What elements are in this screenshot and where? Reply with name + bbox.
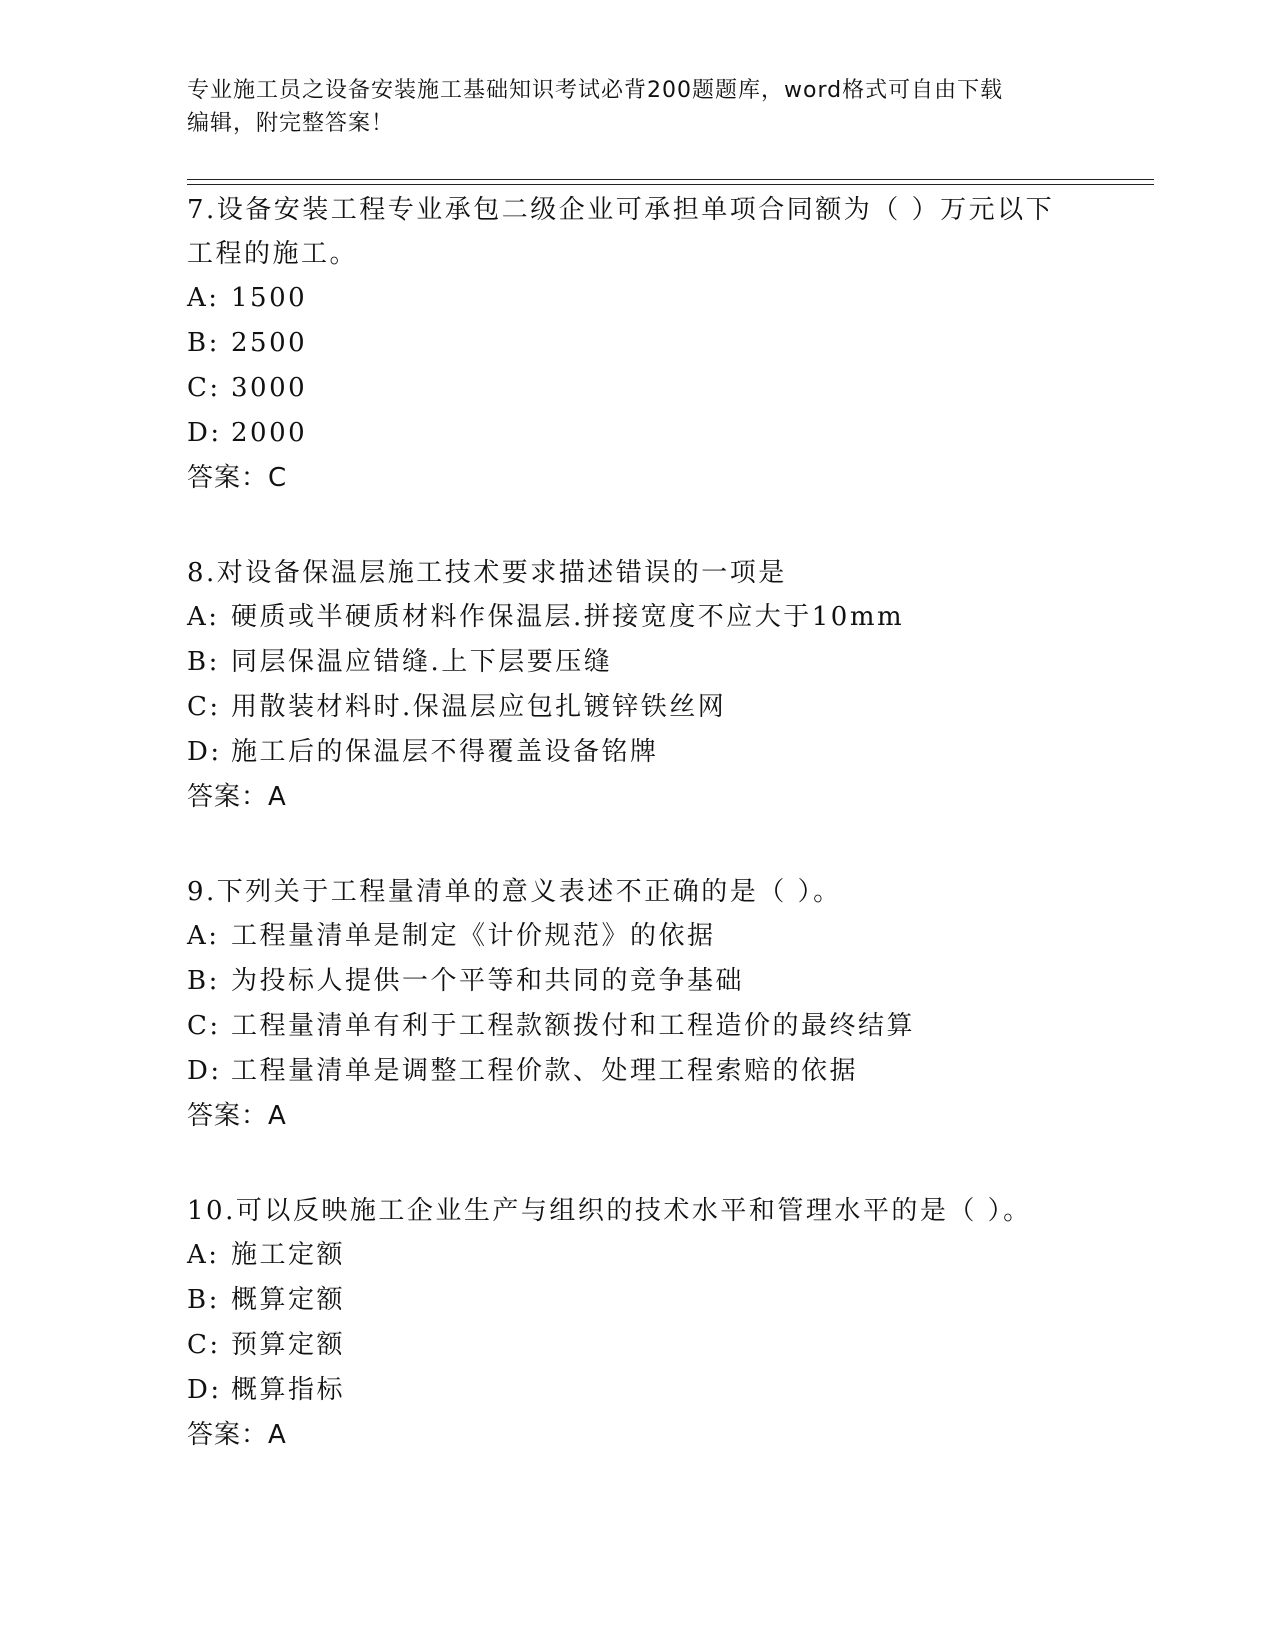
option-a [187, 276, 1117, 321]
question-stem: 9.下列关于工程量清单的意义表述不正确的是（ ）。 [187, 877, 842, 907]
option-key: C: [187, 692, 221, 722]
option-text: 工程量清单有利于工程款额拨付和工程造价的最终结算 [231, 1011, 916, 1041]
option-key: B: [187, 966, 220, 996]
option-text: 硬质或半硬质材料作保温层.拼接宽度不应大于10mm [231, 602, 905, 632]
option-text: 为投标人提供一个平等和共同的竞争基础 [231, 966, 745, 996]
option-text: 施工定额 [231, 1240, 346, 1270]
option-key: C: [187, 373, 221, 403]
header-divider-top [187, 179, 1154, 180]
option-key: A: [187, 283, 220, 313]
option-text: 预算定额 [231, 1330, 346, 1360]
option-c [187, 366, 1117, 411]
option-c [187, 685, 1117, 730]
header-line-1: 专业施工员之设备安装施工基础知识考试必背200题题库，word格式可自由下载 [187, 78, 1004, 103]
option-b [187, 959, 1117, 1004]
option-text: 2000 [231, 418, 308, 448]
option-a [187, 595, 1117, 640]
option-key: B: [187, 1285, 220, 1315]
option-text: 概算指标 [231, 1375, 346, 1405]
option-c [187, 1323, 1117, 1368]
question-stem: 8.对设备保温层施工技术要求描述错误的一项是 [187, 558, 787, 588]
option-b [187, 640, 1117, 685]
option-key: B: [187, 647, 220, 677]
option-key: B: [187, 328, 220, 358]
option-key: C: [187, 1011, 221, 1041]
option-key: D: [187, 737, 222, 767]
option-d [187, 730, 1117, 775]
question-stem: 7.设备安装工程专业承包二级企业可承担单项合同额为（ ）万元以下 [187, 195, 1055, 225]
header-line-2: 编辑，附完整答案！ [187, 111, 395, 136]
option-key: A: [187, 1240, 220, 1270]
option-text: 施工后的保温层不得覆盖设备铭牌 [231, 737, 659, 767]
option-key: A: [187, 921, 220, 951]
option-c [187, 1004, 1117, 1049]
option-d [187, 411, 1117, 456]
option-key: D: [187, 418, 222, 448]
answer: 答案：A [187, 1101, 287, 1131]
option-text: 3000 [231, 373, 308, 403]
option-key: D: [187, 1056, 222, 1086]
header-divider-bottom [187, 184, 1154, 185]
option-b [187, 1278, 1117, 1323]
question-9 [187, 870, 1117, 1139]
option-text: 2500 [231, 328, 308, 358]
option-text: 1500 [231, 283, 308, 313]
question-10 [187, 1189, 1117, 1458]
question-stem: 10.可以反映施工企业生产与组织的技术水平和管理水平的是（ ）。 [187, 1196, 1032, 1226]
question-8 [187, 551, 1117, 820]
option-a [187, 1233, 1117, 1278]
answer: 答案：A [187, 1420, 287, 1450]
option-text: 概算定额 [231, 1285, 346, 1315]
option-key: A: [187, 602, 220, 632]
option-a [187, 914, 1117, 959]
option-key: D: [187, 1375, 222, 1405]
answer: 答案：A [187, 782, 287, 812]
option-text: 工程量清单是调整工程价款、处理工程索赔的依据 [231, 1056, 859, 1086]
document-header [187, 74, 1067, 140]
option-d [187, 1049, 1117, 1094]
question-stem-continued: 工程的施工。 [187, 239, 359, 269]
option-text: 同层保温应错缝.上下层要压缝 [231, 647, 613, 677]
answer: 答案：C [187, 463, 288, 493]
option-b [187, 321, 1117, 366]
question-7 [187, 188, 1117, 501]
option-text: 工程量清单是制定《计价规范》的依据 [231, 921, 716, 951]
option-key: C: [187, 1330, 221, 1360]
option-d [187, 1368, 1117, 1413]
option-text: 用散装材料时.保温层应包扎镀锌铁丝网 [231, 692, 727, 722]
